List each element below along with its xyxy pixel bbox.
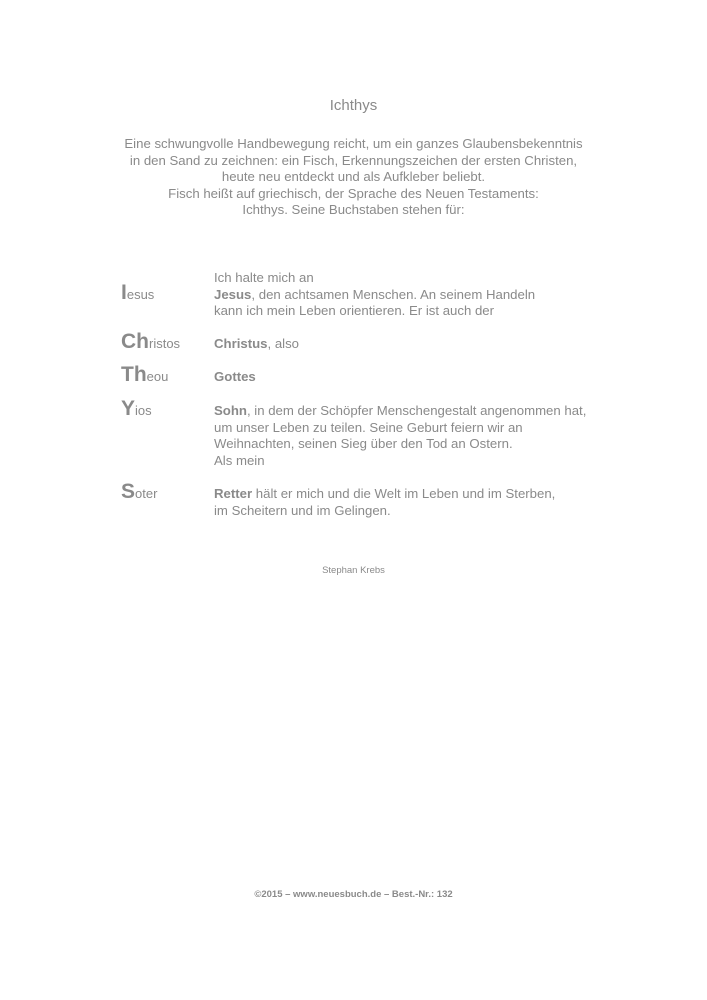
acrostic-word [121, 281, 154, 305]
acrostic-word-rest: ristos [149, 336, 181, 351]
acrostic-line [214, 303, 535, 320]
acrostic-keyword: Christus [214, 336, 268, 351]
acrostic-line-text: kann ich mein Leben orientieren. Er ist auch der [214, 303, 495, 318]
acrostic-line-text: , in dem der Schöpfer Menschengestalt angenommen hat, [246, 403, 587, 418]
acrostic-line [214, 453, 586, 470]
copyright-footer: ©2015 – www.neuesbuch.de – Best.-Nr.: 132 [254, 889, 453, 900]
intro-line: Ichthys. Seine Buchstaben stehen für: [242, 202, 465, 217]
acrostic-word [121, 397, 152, 421]
intro-line: heute neu entdeckt und als Aufkleber beliebt. [221, 169, 486, 184]
acrostic-word [121, 480, 157, 504]
acrostic-text [214, 403, 586, 469]
acrostic-keyword: Retter [214, 486, 253, 501]
acrostic-line-text: hält er mich und die Welt im Leben und im Sterben, [252, 486, 556, 501]
acrostic-word [121, 363, 168, 387]
acrostic-word-rest: oter [135, 486, 158, 501]
acrostic-line [214, 369, 256, 386]
acrostic-line-text: um unser Leben zu teilen. Seine Geburt feiern wir an [214, 419, 523, 435]
acrostic-line-text: Weihnachten, seinen Sieg über den Tod an Ostern. [214, 436, 513, 451]
acrostic-initial: Ch [121, 330, 149, 353]
acrostic-initial: Th [121, 363, 147, 386]
acrostic-word [121, 330, 180, 354]
intro-line: Eine schwungvolle Handbewegung reicht, um ein ganzes Glaubensbekenntnis [124, 136, 583, 151]
acrostic-line-text: , also [267, 336, 300, 351]
acrostic-line [214, 486, 555, 503]
acrostic-line [214, 287, 535, 304]
acrostic-text [214, 336, 299, 353]
acrostic-line [214, 403, 586, 420]
acrostic-line-text: Als mein [214, 452, 265, 468]
acrostic-line [214, 270, 535, 287]
acrostic-line [214, 420, 586, 437]
acrostic-word-rest: ios [135, 403, 152, 418]
acrostic-word-rest: esus [126, 287, 155, 302]
acrostic-initial: Y [121, 397, 136, 420]
acrostic-text [214, 486, 555, 519]
acrostic-text [214, 270, 535, 320]
acrostic-line-text: Ich halte mich an [214, 270, 314, 285]
page-title: Ichthys [329, 97, 378, 114]
intro-paragraph [0, 136, 707, 219]
acrostic-keyword: Sohn [214, 403, 247, 418]
acrostic-line-text: im Scheitern und im Gelingen. [214, 502, 391, 518]
acrostic-word-rest: eou [146, 369, 169, 384]
acrostic-initial: S [121, 480, 136, 503]
acrostic-line-text: , den achtsamen Menschen. An seinem Handeln [251, 286, 536, 302]
acrostic-keyword: Jesus [214, 286, 252, 302]
acrostic-keyword: Gottes [214, 369, 256, 384]
acrostic-line [214, 436, 586, 453]
acrostic-line [214, 503, 555, 520]
author-name: Stephan Krebs [322, 565, 385, 576]
acrostic-initial: I [121, 281, 127, 304]
intro-line: Fisch heißt auf griechisch, der Sprache des Neuen Testaments: [168, 185, 539, 201]
acrostic-text [214, 369, 256, 386]
intro-line: in den Sand zu zeichnen: ein Fisch, Erkennungszeichen der ersten Christen, [129, 152, 578, 168]
acrostic-line [214, 336, 299, 353]
